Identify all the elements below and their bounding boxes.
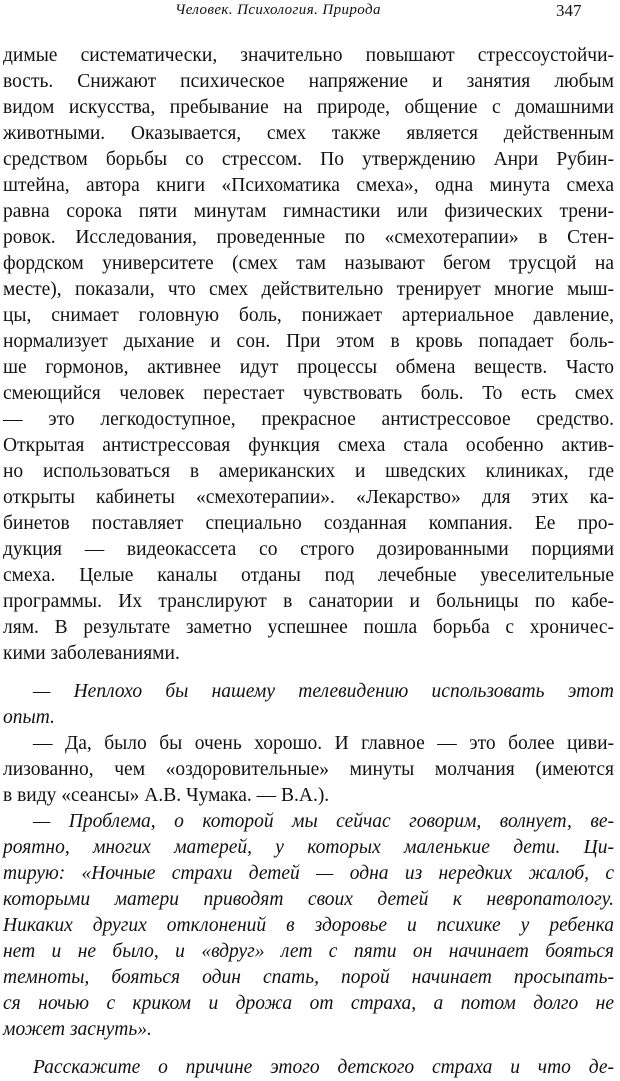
text-line: дукция — видеокассета со строго дозированными порциями [3, 539, 614, 560]
text-line: смеха. Целые каналы отданы под лечебные увеселительные [3, 565, 614, 586]
interviewer-question [3, 679, 614, 731]
text-line: но использоваться в американских и шведских клиниках, где [3, 461, 614, 482]
text-line: — Да, было бы очень хорошо. И главное — это более циви- [33, 733, 614, 754]
text-line: ше гормонов, активнее идут процессы обмена веществ. Часто [3, 357, 614, 378]
text-line: вость. Снижают психическое напряжение и занятия любым [3, 71, 614, 92]
paragraph [3, 43, 614, 667]
answer-paragraph [3, 731, 614, 809]
text-line: программы. Их транслируют в санатории и больницы по кабе- [3, 591, 614, 612]
text-line: ровок. Исследования, проведенные по «смехотерапии» в Стен- [3, 227, 614, 248]
text-line: смеющийся человек перестает чувствовать боль. То есть смех [3, 383, 614, 404]
text-line: животными. Оказывается, смех также является действенным [3, 123, 614, 144]
text-line: — Проблема, о которой мы сейчас говорим, волнует, ве- [33, 811, 614, 832]
text-line: видом искусства, пребывание на природе, общение с домашними [3, 97, 614, 118]
paragraph-gap [3, 1043, 614, 1055]
text-line: равна сорока пяти минутам гимнастики или физических трени- [3, 201, 614, 222]
text-line: нет и не было, и «вдруг» лет с пяти он начинает бояться [3, 941, 614, 962]
text-line: — это легкодоступное, прекрасное антистрессовое средство. [3, 409, 614, 430]
text-line: темноты, бояться один спать, порой начинает просыпать- [3, 967, 614, 988]
text-line: димые систематически, значительно повышают стрессоустойчи- [3, 45, 614, 66]
text-line: цы, снимает головную боль, понижает артериальное давление, [3, 305, 614, 326]
text-line: открыты кабинеты «смехотерапии». «Лекарство» для этих ка- [3, 487, 614, 508]
paragraph-gap [3, 667, 614, 679]
text-line: может заснуть». [3, 1019, 152, 1040]
page-number: 347 [556, 1, 582, 20]
body-text [3, 43, 614, 1081]
text-line: нормализует дыхание и сон. При этом в кровь попадает боль- [3, 331, 614, 352]
text-line: лизованно, чем «оздоровительные» минуты молчания (имеются [3, 759, 614, 780]
text-line: фордском университете (смех там называют бегом трусцой на [3, 253, 614, 274]
text-line: Никаких других отклонений в здоровье и психике у ребенка [3, 915, 614, 936]
text-line: в виду «сеансы» А.В. Чумака. — В.А.). [3, 785, 330, 806]
text-line: штейна, автора книги «Психоматика смеха», одна минута смеха [3, 175, 614, 196]
text-line: средством борьбы со стрессом. По утверждению Анри Рубин- [3, 149, 614, 170]
text-line: Открытая антистрессовая функция смеха стала особенно актив- [3, 435, 614, 456]
text-line: тирую: «Ночные страхи детей — одна из нередких жалоб, с [3, 863, 614, 884]
text-line: опыт. [3, 707, 55, 728]
text-line: кими заболеваниями. [3, 643, 180, 664]
text-line: роятно, многих матерей, у которых маленькие дети. Ци- [3, 837, 614, 858]
text-line: месте), показали, что смех действительно тренирует многие мыш- [3, 279, 614, 300]
page-header [0, 0, 620, 30]
text-line: которыми матери приводят своих детей к невропатологу. [3, 889, 614, 910]
text-line: Расскажите о причине этого детского страха и что де- [33, 1057, 614, 1078]
interviewer-question [3, 1055, 614, 1081]
interviewer-question [3, 809, 614, 1043]
text-line: бинетов поставляет специально созданная компания. Ее про- [3, 513, 614, 534]
text-line: ся ночью с криком и дрожа от страха, а потом долго не [3, 993, 614, 1014]
text-line: лям. В результате заметно успешнее пошла борьба с хроничес- [3, 617, 614, 638]
running-title: Человек. Психология. Природа [175, 2, 381, 18]
text-line: — Неплохо бы нашему телевидению использовать этот [33, 681, 614, 702]
